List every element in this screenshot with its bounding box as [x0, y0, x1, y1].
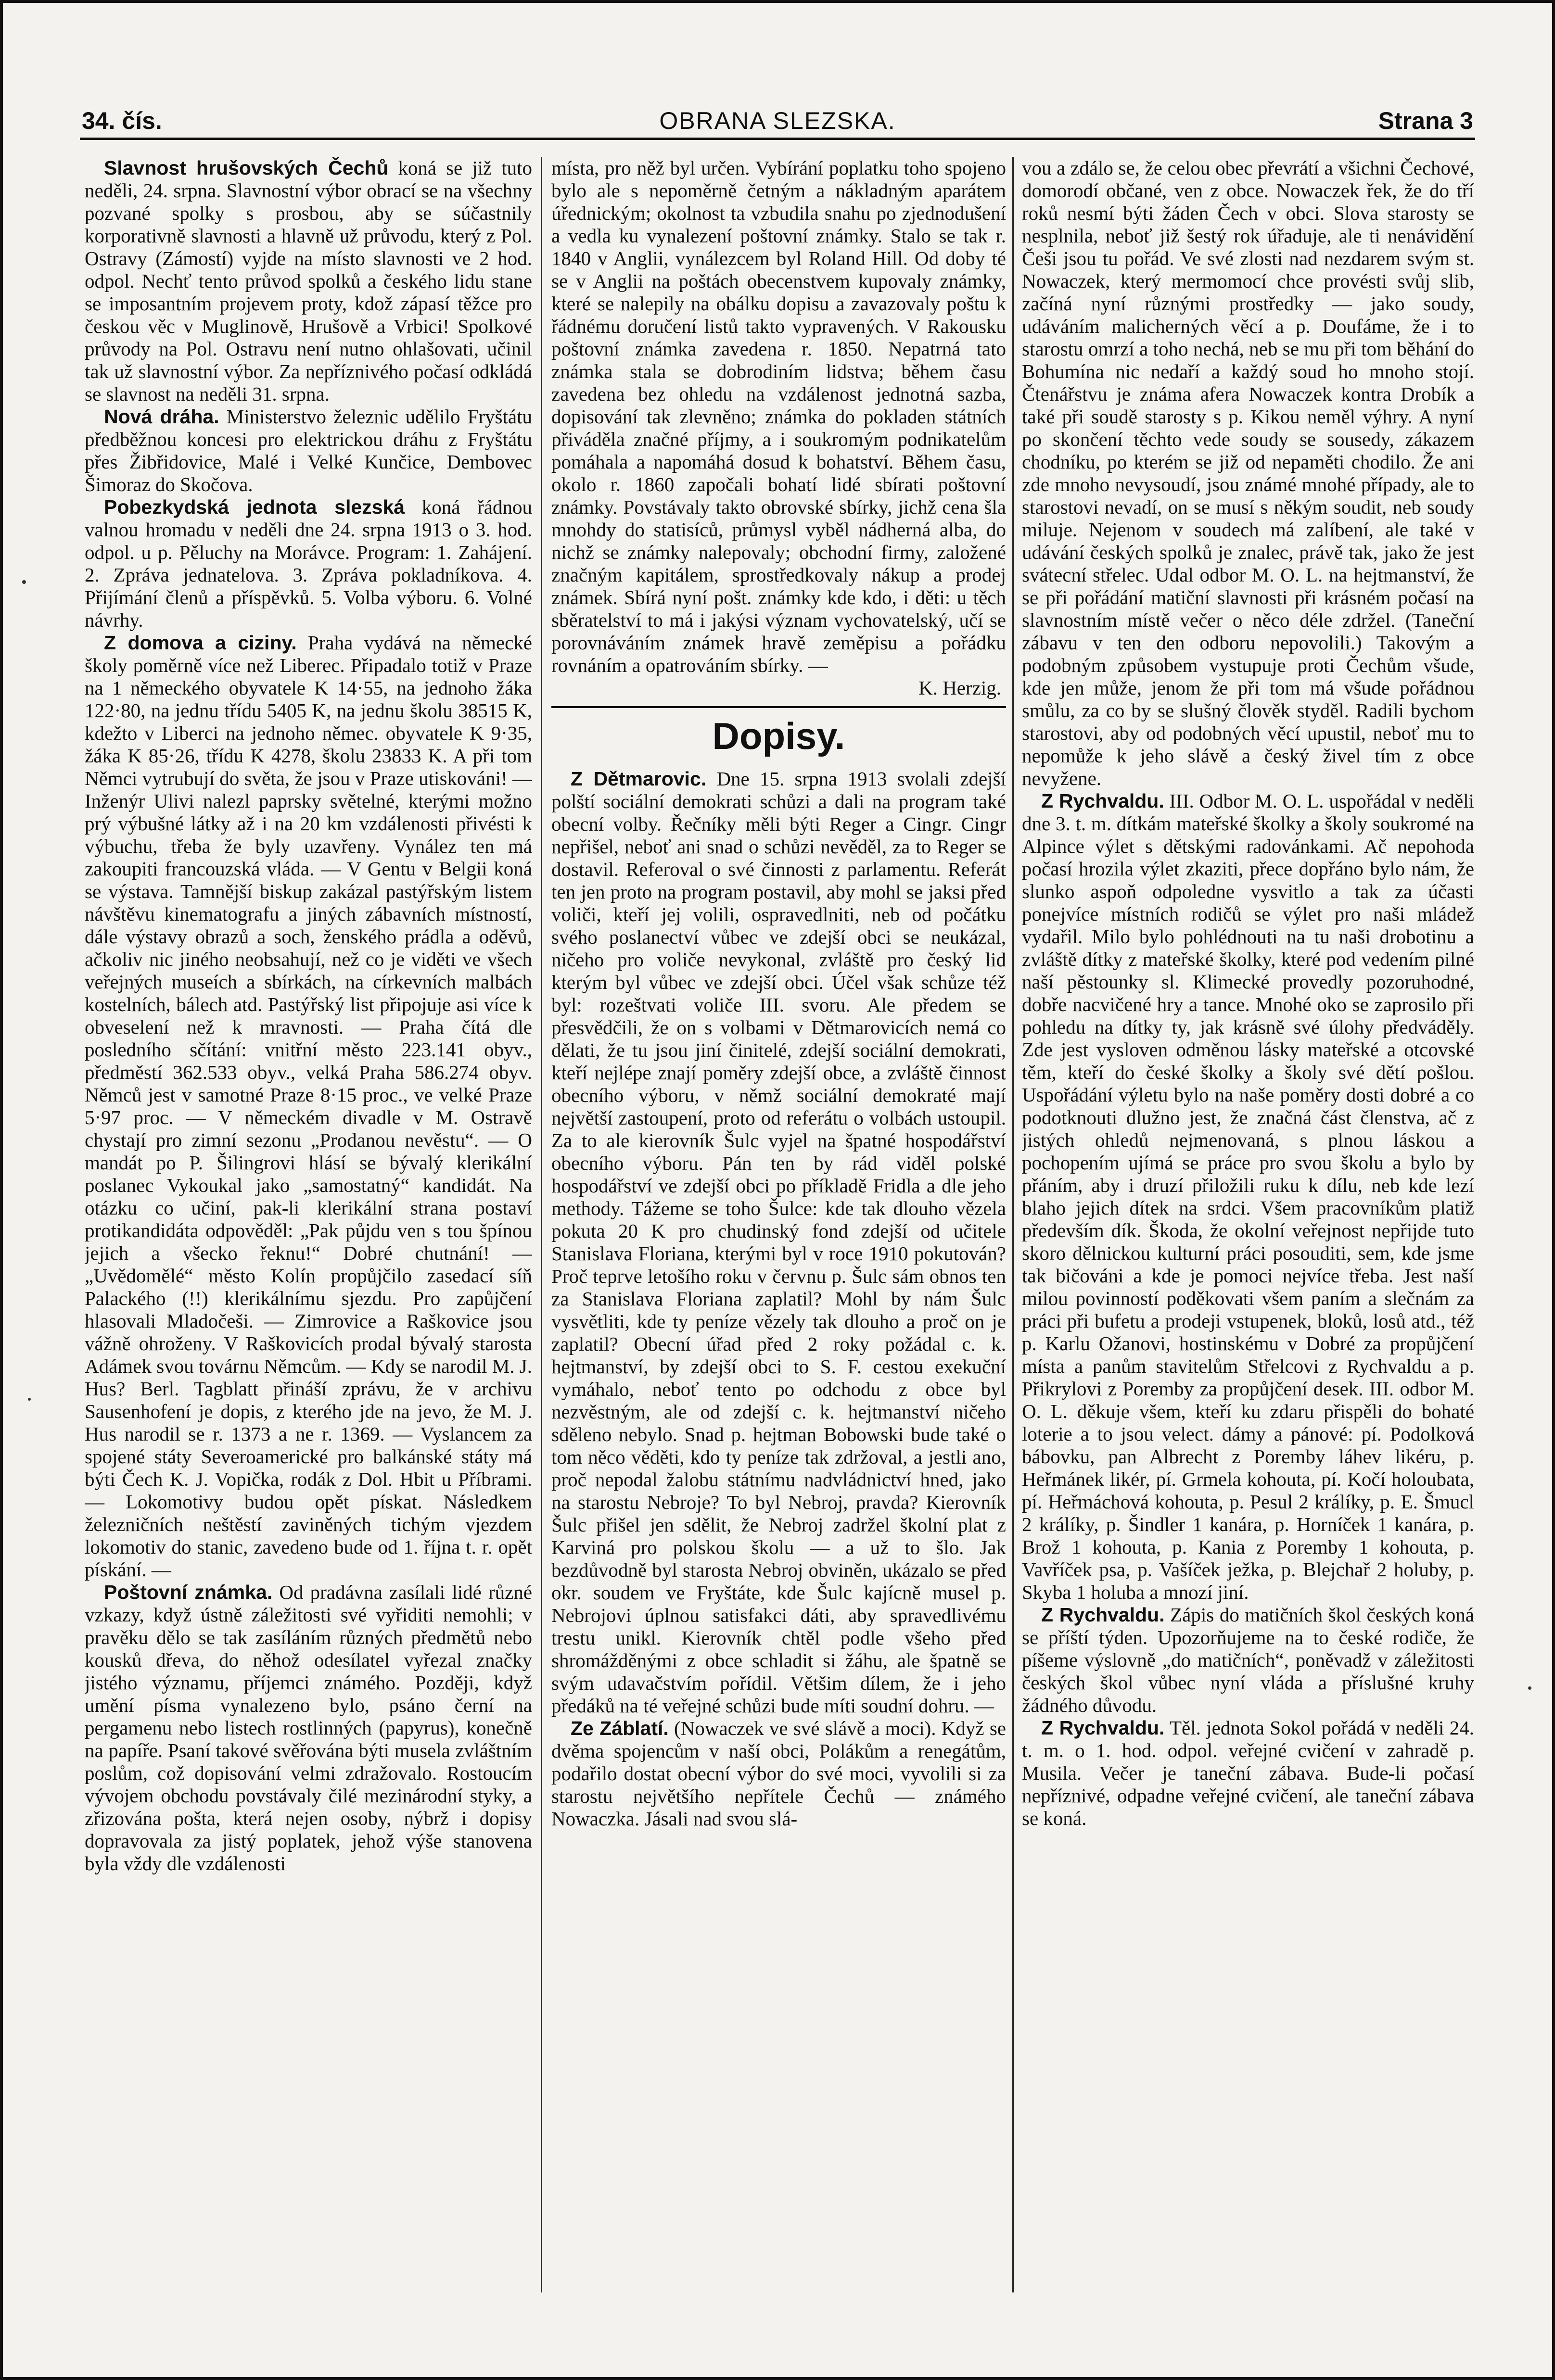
newspaper-title: OBRANA SLEZSKA. [659, 107, 896, 134]
article-heading: Ze Záblatí. [571, 1717, 669, 1739]
article-body: Ministerstvo železnic udělilo Fryštátu předběžnou koncesi pro elektrickou dráhu z Fryštátu přes Žibřidovice, Malé i Velké Kunčice, Dembovec Šimoraz do Skočova. [85, 405, 532, 495]
article-heading: Z domova a ciziny. [104, 632, 297, 654]
column-3 [1022, 157, 1474, 2297]
article-body: Od pradávna zasílali lidé různé vzkazy, když ústně záležitosti své vyřiditi nemohli; v pravěku dělo se tak zasíláním různých předmětů nebo kousků dřeva, do něhož odesílatel vyřezal značky jistého významu, příjemci známého. Později, když umění písma vynalezeno bylo, psáno černí na pergamenu nebo listech rostlinných (papyrus), konečně na papíře. Psaní takové svěřována býti musela zvláštním poslům, což dopisování velmi zdražovalo. Rostoucím vývojem obchodu povstávaly čilé mezinárodní styky, a zřizována pošta, která nejen osoby, nýbrž i dopisy dopravovala za jistý poplatek, jehož výše stanovena byla vždy dle vzdálenosti [85, 1581, 532, 1874]
article-heading: Pobezkydská jednota slezská [104, 496, 405, 518]
article-continuation: místa, pro něž byl určen. Vybírání poplatku toho spojeno bylo ale s nepoměrně četným a nákladným aparátem úřednickým; okolnost ta vzbudila snahu po zjednodušení a vedla ku vynalezení poštovní známky. Stalo se tak r. 1840 v Anglii, vynálezcem byl Roland Hill. Od doby té se v Anglii na poštách obecenstvem kupovaly známky, které se nalepily na obálku dopisu a zavazovaly poštu k řádnému doručení listů takto vypravených. V Rakousku poštovní známka zavedena r. 1850. Nepatrná tato známka stala se dobrodiním lidstva; během času zavedena bez ohledu na vzdálenost jednotná sazba, dopisování tak zlevněno; známka do pokladen státních přiváděla značné příjmy, a i soukromým podnikatelům pomáhala a napomáhá dosud k bohatství. Během času, okolo r. 1860 započali bohatí lidé sbírati poštovní známky. Povstávaly takto obrovské sbírky, jichž cena šla mnohdy do statisíců, průmysl vyběl nádherná alba, do nichž se známky nalepovaly; obchodní firmy, založené značným kapitálem, sprostředkovaly nákup a prodej známek. Sbírá nyní pošt. známky kde kdo, i děti: u těch sběratelství to má i jakýsi význam vychovatelský, učí se porovnáváním známek hravě zeměpisu a pořádku rovnáním a opatrováním sbírky. — [551, 157, 1006, 676]
scan-speck [28, 1398, 31, 1401]
article-nova-draha [85, 405, 532, 496]
article-body: koná řádnou valnou hromadu v neděli dne 24. srpna 1913 o 3. hod. odpol. u p. Pěluchy na Morávce. Program: 1. Zahájení. 2. Zpráva jednatelova. 3. Zpráva pokladníkova. 4. Přijímání členů a příspěvků. 5. Volba výboru. 6. Volné návrhy. [85, 496, 532, 631]
article-heading: Z Rychvaldu. [1041, 1717, 1165, 1739]
article-z-domova [85, 632, 532, 1581]
article-body: (Nowaczek ve své slávě a moci). Když se dvěma spojencům v naší obci, Polákům a renegátům, podařilo dostat obecní výbor do své moci, vyvolili si za starostu největšího nepřítele Čechů — známého Nowaczka. Jásali nad svou slá- [551, 1717, 1006, 1830]
section-divider [551, 706, 1006, 708]
article-body: Praha vydává na německé školy poměrně více než Liberec. Připadalo totiž v Praze na 1 německého obyvatele K 14·55, na jednoho žáka 122·80, na jednu třídu 5405 K, na jednu školu 38515 K, kdežto v Liberci na jednoho němec. obyvatele K 9·35, žáka K 85·26, třídu K 4278, školu 23833 K. A při tom Němci vytrubují do světa, že jsou v Praze utiskováni! — Inženýr Ulivi nalezl paprsky světelné, kterými možno prý výbušné látky až i na 20 km vzdálenosti přivésti k výbuchu, třeba že byly uzavřeny. Vynález ten má zakoupiti francouzská vláda. — V Gentu v Belgii koná se výstava. Tamnější biskup zakázal pastýřským listem návštěvu kinematografu a jiných zábavních místností, dále výstavy obrazů a soch, ženského prádla a oděvů, ačkoliv nic jiného neobsahují, než co je viděti ve všech veřejných museích a sbírkách, na církevních malbách kostelních, bálech atd. Pastýřský list připojuje asi více k obveselení než k mravnosti. — Praha čítá dle posledního sčítání: vnitřní město 223.141 obyv., předměstí 362.533 obyv., velká Praha 586.274 obyv. Němců jest v samotné Praze 8·15 proc., ve velké Praze 5·97 proc. — V německém divadle v M. Ostravě chystají pro zimní sezonu „Prodanou nevěstu“. — O mandát po P. Šilingrovi hlásí se bývalý klerikální poslanec Vykoukal jako „samostatný“ kandidát. Na otázku co učiní, pak-li klerikální strana postaví protikandidáta odpověděl: „Pak půjdu ven s tou špínou jejich a všecko řeknu!“ Dobré chutnání! — „Uvědomělé“ město Kolín propůjčilo zasedací síň Palackého (!!) klerikálnímu sjezdu. Pro zapůjčení hlasovali Mladočeši. — Zimrovice a Raškovice jsou vážně ohroženy. V Raškovicích prodal bývalý starosta Adámek svou továrnu Němcům. — Kdy se narodil M. J. Hus? Berl. Tagblatt přináší zprávu, že v archivu Sausenhofení je dopis, z kterého jde na jevo, že M. J. Hus narodil se r. 1373 a ne r. 1369. — Vyslancem za spojené státy Severoamerické pro balkánské státy má býti Čech K. J. Vopička, rodák z Dol. Hbit u Příbrami. — Lokomotivy budou opět pískat. Následkem železničních neštěstí zaviněných tichým vjezdem lokomotiv do stanic, zavedeno bude od 1. října t. r. opět pískání. — [85, 632, 532, 1581]
article-heading: Nová dráha. [104, 405, 219, 428]
column-1 [85, 157, 532, 2297]
article-heading: Slavnost hrušovských Čechů [104, 157, 389, 179]
scan-speck [22, 580, 26, 584]
column-divider [541, 157, 542, 2292]
article-continuation: vou a zdálo se, že celou obec převrátí a všichni Čechové, domorodí občané, ven z obce. Nowaczek řek, že do tří roků nesmí býti žáden Čech v obci. Slova starosty se nesplnila, neboť již šestý rok úřaduje, ale ti nenávidění Češi jsou tu pořád. Ve své zlosti nad nezdarem svým st. Nowaczek, který mermomocí chce provésti svůj slib, začíná nyní různými prostředky — jako soudy, udáváním malicherných věcí a p. Doufáme, že i to starostu omrzí a toho nechá, neb se mu při tom běhání do Bohumína nic nedaří a každý soud ho mnoho stojí. Čtenářstvu je známa afera Nowaczek kontra Drobík a také při soudě starosty s p. Kikou neměl výhry. A nyní po skončení těchto vede soudy se sousedy, zákazem chodníku, po kterém se již od nepaměti chodilo. Že ani zde mnoho nevysoudí, jsou známé mnohé případy, ale to starostovi nevadí, on se musí s někým soudit, neb soudy miluje. Nejenom v soudech má zalíbení, ale také v udávání českých spolků je znalec, právě tak, jako že jest svátecní střelec. Udal odbor M. O. L. na hejtmanství, že se při pořádání matiční slavnosti při krásném počasí na slavnostním místě večer o něco déle zdržel. (Taneční zábavu v ten den odboru nepovolili.) Takovým a podobným způsobem vystupuje proti Čechům všude, kde jen může, jenom že při tom má všude pořádnou smůlu, za co by se slušný člověk styděl. Radili bychom starostovi, aby od podobných věcí upustil, neboť mu to nepomůže k jeho slávě a český živel tím z obce nevyžene. [1022, 157, 1474, 789]
article-body: Těl. jednota Sokol pořádá v neděli 24. t. m. o 1. hod. odpol. veřejné cvičení v zahradě p. Musila. Večer je taneční zábava. Bude-li počasí nepříznivé, odpadne veřejné cvičení, ale taneční zábava se koná. [1022, 1717, 1474, 1829]
section-title: Dopisy. [712, 715, 845, 757]
author-signature: K. Herzig. [918, 677, 1001, 699]
article-body: koná se již tuto neděli, 24. srpna. Slavnostní výbor obrací se na všechny pozvané spolky s prosbou, aby se súčastnily korporativně slavnosti a hlavně už průvodu, který z Pol. Ostravy (Zámostí) vyjde na místo slavnosti ve 2 hod. odpol. Nechť tento průvod spolků a českého lidu stane se imposantním projevem proty, kdož zápasí těžce pro českou věc v Muglinově, Hrušově a Vrbici! Spolkové průvody na Pol. Ostravu není nutno ohlašovati, učinil tak už slavnostní výbor. Za nepříznivého počasí odkládá se slavnost na neděli 31. srpna. [85, 157, 532, 405]
page-header [80, 108, 1475, 140]
article-body: Dne 15. srpna 1913 svolali zdejší polští sociální demokrati schůzi a dali na program také obecní volby. Řečníky měli býti Reger a Cingr. Cingr nepřišel, neboť ani snad o schůzi nevěděl, za to Reger se dostavil. Referoval o své činnosti z parlamentu. Referát ten jen proto na program postavil, aby mohl se jaksi před voliči, kteří jej volili, ospravedlniti, neb od počátku svého poslanectví vůbec ve zdejší obci se neukázal, ničeho pro voliče nevykonal, zvláště pro český lid kterým byl vůbec ve zdejší obci. Účel však schůze též byl: rozeštvati voliče III. svoru. Ale předem se přesvědčili, že on s volbami v Dětmarovicích nemá co dělati, že tu jsou jiní činitelé, zdejší sociální demokrati, kteří nejlépe znají poměry zdejší obce, a zvláště činnost obecního výboru, v němž sociální demokraté mají největší zastoupení, proto od referátu o volbách ustoupil. Za to ale kierovník Šulc vyjel na špatné hospodářství obecního výboru. Pán ten by rád viděl polské hospodářství ve zdejší obci po příkladě Fridla a dle jeho methody. Tážeme se toho Šulce: kde tak dlouho vězela pokuta 20 K pro chudinský fond zdejší od učitele Stanislava Floriana, kterými byl v roce 1910 pokutován? Proč teprve letošího roku v červnu p. Šulc sám obnos ten za Stanislava Floriana zaplatil? Mohl by nám Šulc vysvětliti, kde ty peníze vězely tak dlouho a proč on je zaplatil? Obecní úřad před 2 roky požádal c. k. hejtmanství, by zdejší obci to S. F. cestou exekuční vymáhalo, neboť tento po odchodu z obce byl nezvěstným, ale od zdejší c. k. hejtmanství ničeho sděleno nebylo. Snad p. hejtman Bobowski bude také o tom něco věděti, kdo ty peníze tak zdržoval, a jestli ano, proč nepodal žalobu státnímu nadvládnictví hned, jako na starostu Nebroje? To byl Nebroj, pravda? Kierovník Šulc přišel jen sdělit, že Nebroj zadržel školní plat z Karviná pro polskou školu — a už to šlo. Jak bezdůvodně byl starosta Nebroj obviněn, ukázalo se před okr. soudem ve Fryštáte, kde Šulc kajícně musel p. Nebrojovi úplnou satisfakci dáti, aby spravedlivému trestu unikl. Kierovník chtěl podle všeho před shromážděnými z obce schladit si žáhu, ale špatně se svým udavačstvím pořídil. Většim dílem, že i jeho předáků na té veřejné schůzi bude míti soudní dohru. — [551, 768, 1006, 1717]
letter-detmarovice [551, 768, 1006, 1717]
letter-zablati [551, 1717, 1006, 1830]
article-body: III. Odbor M. O. L. uspořádal v neděli dne 3. t. m. dítkám mateřské školky a školy soukromé na Alpince výlet s dětskými radovánkami. Ač nepohoda počasí hrozila výlet zkaziti, přece dopřáno bylo nám, že slunko aspoň odpoledne vysvitlo a tak za účasti ponejvíce místních rodičů se výlet pro naši mládež vydařil. Milo bylo pohlédnouti na tu naši drobotinu a zvláště dítky z mateřské školky, které pod vedením pilné naší pěstounky sl. Klimecké provedly pozoruhodné, dobře nacvičené hry a tance. Mnohé oko se zaprosilo při pohledu na dítky ty, jak krásně své úlohy předváděly. Zde jest vysloven odměnou lásky mateřské a otcovské těm, kteří do české školky a školy své dětí pošlou. Uspořádání výletu bylo na naše poměry dosti dobré a co podotknouti dlužno jest, že značná část členstva, ač z jistých ohledů nejmenovaná, s plnou láskou a pochopením ujímá se práce pro svou školu a bylo by přáním, aby i druzí přiložili ruku k dílu, neb kde lezí blaho jejich dítek na srdci. Všem pracovníkům platiž především dík. Škoda, že okolní veřejnost nepřijde tuto skoro dělnickou kulturní práci posouditi, sem, kde jsme tak bičováni a kde je pomoci nejvíce třeba. Jest naší milou povinností poděkovati všem paním a slečnám za práci při bufetu a prodeji vstupenek, bloků, losů atd., též p. Karlu Ožanovi, hostinskému v Dobré za propůjčení místa a panům stavitelům Střelcovi z Rychvaldu a p. Přikrylovi z Poremby za propůjčení desek. III. odbor M. O. L. děkuje všem, kteří ku zdaru přispěli do bohaté loterie a to jsou velect. dámy a pánové: pí. Podolková bábovku, pan Albrecht z Poremby láhev likéru, p. Heřmánek likér, pí. Grmela kohouta, pí. Kočí holoubata, pí. Heřmáchová kohouta, p. Pesul 2 králíky, p. E. Šmucl 2 králíky, p. Šindler 1 kanára, p. Horníček 1 kanára, p. Brož 1 kohouta, p. Kania z Poremby 1 kohouta, p. Vavříček psa, p. Vašíček ježka, p. Blejchař 2 holuby, p. Skyba 1 holuba a mnozí jiní. [1022, 790, 1474, 1603]
article-heading: Poštovní známka. [104, 1581, 273, 1603]
column-divider [1012, 157, 1014, 2292]
letter-rychvald-zapis [1022, 1604, 1474, 1717]
article-heading: Z Rychvaldu. [1041, 1604, 1165, 1626]
article-body: Zápis do matičních škol českých koná se příští týden. Upozorňujeme na to české rodiče, že píšeme výslovně „do matičních“, poněvadž v záležitosti českých škol vůbec nyní vláda a příslušné kruhy žádného důvodu. [1022, 1604, 1474, 1716]
article-postovni-znamka [85, 1581, 532, 1875]
page-number: Strana 3 [1378, 107, 1473, 134]
scan-speck [1528, 1686, 1531, 1690]
article-heading: Z Dětmarovic. [571, 768, 707, 790]
article-heading: Z Rychvaldu. [1041, 790, 1164, 812]
article-pobezkydska-jednota [85, 496, 532, 632]
letter-rychvald-sokol [1022, 1717, 1474, 1830]
letter-rychvald-vylet [1022, 790, 1474, 1604]
column-2 [551, 157, 1006, 2297]
article-hrusov-slavnost [85, 157, 532, 405]
issue-number: 34. čís. [82, 107, 162, 134]
